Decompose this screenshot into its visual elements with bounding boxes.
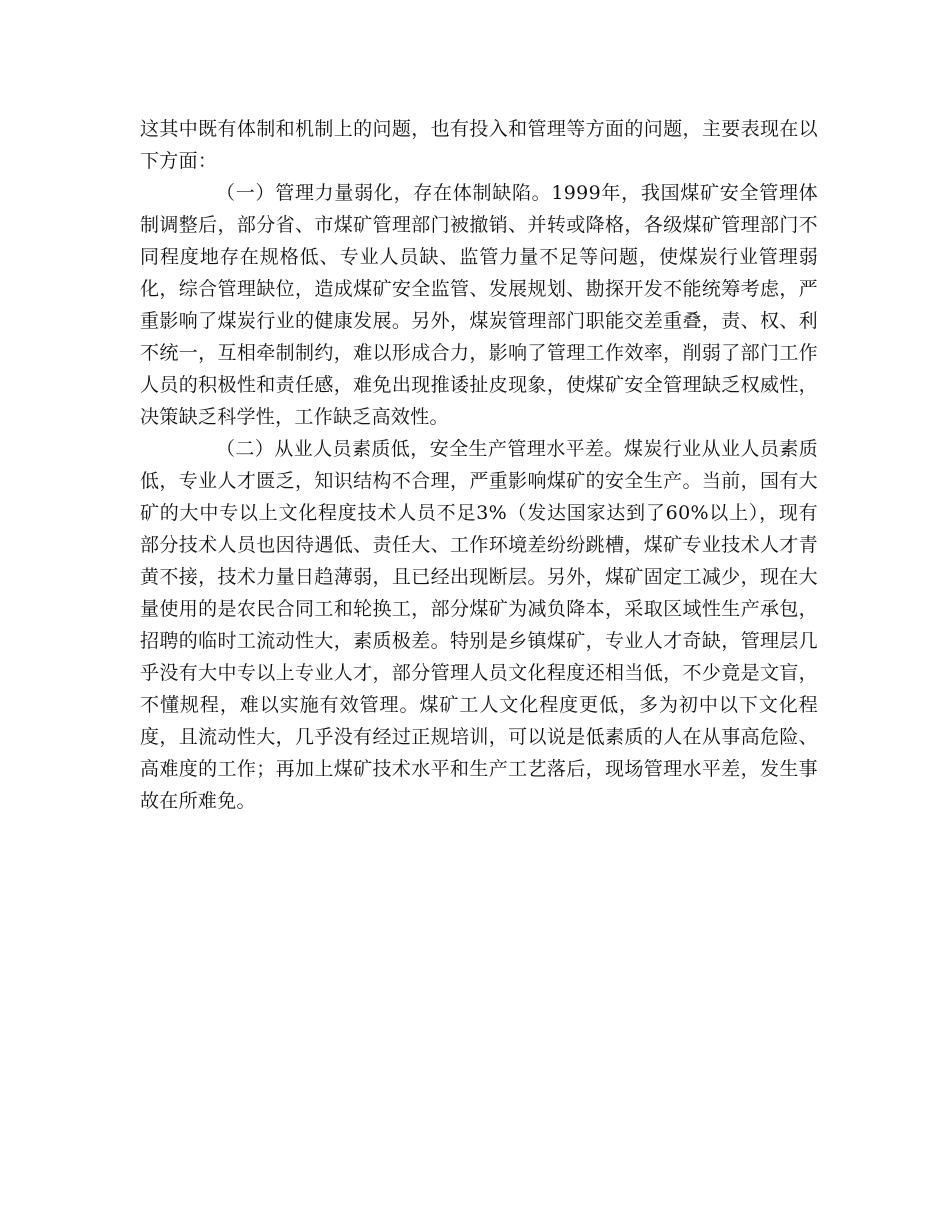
paragraph-section-1: （一）管理力量弱化，存在体制缺陷。1999年，我国煤矿安全管理体制调整后，部分省、市煤矿管理部门被撤销、并转或降格，各级煤矿管理部门不同程度地存在规格低、专业人员缺、监管力量不足等问题，使煤炭行业管理弱化，综合管理缺位，造成煤矿安全监管、发展规划、勘探开发不能统筹考虑，严重影响了煤炭行业的健康发展。另外，煤炭管理部门职能交差重叠，责、权、利不统一，互相牵制制约，难以形成合力，影响了管理工作效率，削弱了部门工作人员的积极性和责任感，难免出现推诿扯皮现象，使煤矿安全管理缺乏权威性，决策缺乏科学性，工作缺乏高效性。 [140,182,818,428]
paragraph-intro: 这其中既有体制和机制上的问题，也有投入和管理等方面的问题，主要表现在以下方面： [140,118,818,172]
document-body [140,113,818,817]
paragraph-section-2: （二）从业人员素质低，安全生产管理水平差。煤炭行业从业人员素质低，专业人才匮乏，知识结构不合理，严重影响煤矿的安全生产。当前，国有大矿的大中专以上文化程度技术人员不足3%（发达国家达到了60%以上），现有部分技术人员也因待遇低、责任大、工作环境差纷纷跳槽，煤矿专业技术人才青黄不接，技术力量日趋薄弱，且已经出现断层。另外，煤矿固定工减少，现在大量使用的是农民合同工和轮换工，部分煤矿为减负降本，采取区域性生产承包，招聘的临时工流动性大，素质极差。特别是乡镇煤矿，专业人才奇缺，管理层几乎没有大中专以上专业人才，部分管理人员文化程度还相当低，不少竟是文盲，不懂规程，难以实施有效管理。煤矿工人文化程度更低，多为初中以下文化程度，且流动性大，几乎没有经过正规培训，可以说是低素质的人在从事高危险、高难度的工作；再加上煤矿技术水平和生产工艺落后，现场管理水平差，发生事故在所难免。 [140,438,818,812]
